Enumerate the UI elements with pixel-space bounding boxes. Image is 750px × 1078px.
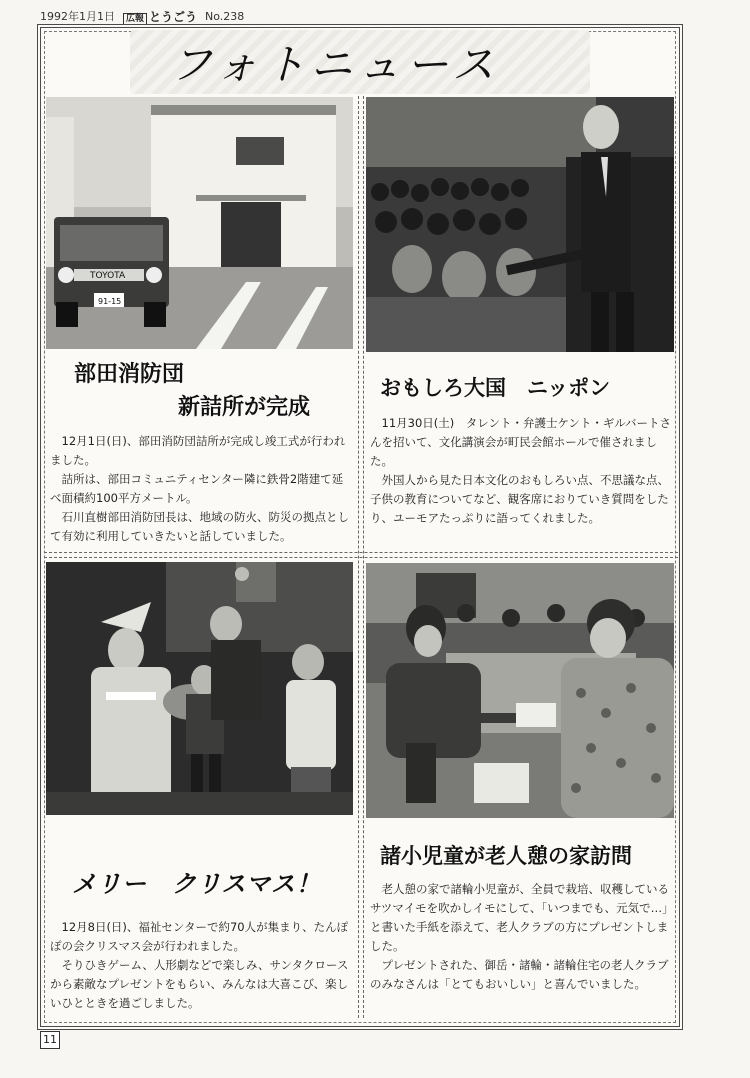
photo-christmas (46, 562, 353, 815)
article-christmas-body (50, 918, 352, 1013)
headline-christmas: メリー クリスマス！ (72, 869, 322, 898)
photo-fire-station (46, 97, 353, 349)
row-divider (44, 552, 678, 558)
paragraph: プレゼントされた、御岳・諸輪・諸輪住宅の老人クラブのみなさんは「とてもおいしい」と喜んでいました。 (370, 958, 669, 991)
paragraph: 11月30日(土) タレント・弁護士ケント・ギルバートさんを招いて、文化講演会が町民会館ホールで催されました。 (370, 416, 671, 468)
headline-fire-station-2: 新詰所が完成 (178, 394, 311, 420)
article-elderly-visit-body (370, 880, 672, 994)
paragraph: 12月1日(日)、部田消防団詰所が完成し竣工式が行われました。 (50, 434, 346, 467)
headline-fire-station-1: 部田消防団 (74, 361, 185, 387)
article-fire-station-body (50, 432, 352, 546)
paragraph: 石川直樹部田消防団長は、地域の防火、防災の拠点として有効に利用していきたいと話していました。 (50, 510, 349, 543)
issue-date: 1992年1月1日 (40, 10, 115, 23)
brand-name: とうごう (149, 9, 198, 24)
paragraph: 12月8日(日)、福祉センターで約70人が集まり、たんぽぽの会クリスマス会が行われました。 (50, 920, 349, 953)
photo-elderly-visit (366, 563, 674, 818)
photo-lecture (366, 97, 674, 352)
paragraph: 詰所は、部田コミュニティセンター隣に鉄骨2階建て延べ面積約100平方メートル。 (50, 472, 344, 505)
brand-mark: 広報 (123, 13, 147, 25)
headline-elderly-visit: 諸小児童が老人憩の家訪問 (380, 843, 632, 868)
photo-plate-number: 91-15 (98, 297, 122, 306)
paragraph: そりひきゲーム、人形劇などで楽しみ、サンタクロースから素敵なプレゼントをもらい、みんなは大喜こび、楽しいひとときを過ごしました。 (50, 958, 349, 1010)
paragraph: 外国人から見た日本文化のおもしろい点、不思議な点、子供の教育についてなど、観客席におりていき質問をしたり、ユーモアたっぷりに語ってくれました。 (370, 473, 669, 525)
photo-truck-brand: TOYOTA (90, 271, 126, 281)
issue-number: No.238 (205, 9, 245, 23)
page-number: 11 (40, 1031, 60, 1049)
headline-lecture: おもしろ大国 ニッポン (380, 375, 611, 400)
issue-header (40, 8, 244, 24)
page-title: フォトニュース (170, 40, 501, 89)
paragraph: 老人憩の家で諸輪小児童が、全員で栽培、収穫しているサツマイモを吹かしイモにして、「いつまでも、元気で…」と書いた手紙を添えて、老人クラブの方にプレゼントしました。 (370, 882, 669, 953)
newsletter-brand (123, 8, 197, 25)
article-lecture-body (370, 414, 672, 528)
